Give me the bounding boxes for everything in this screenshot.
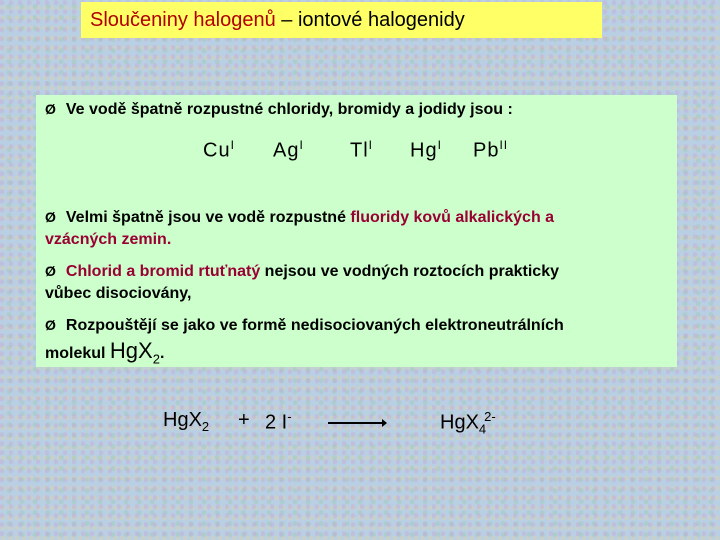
ion-hg: $Hg^I$ <box>410 138 442 162</box>
bullet-1-text: Ve vodě špatně rozpustné chloridy, bromidy a jodidy jsou : <box>65 101 513 118</box>
ion-ag: $Ag^I$ <box>273 138 304 162</box>
equation-reactant-iodide: 2 I- <box>265 409 292 434</box>
bullet-arrow-icon: Ø <box>45 101 56 117</box>
equation-product: HgX$_4^{2-}$ <box>440 409 496 437</box>
bullet-1 <box>45 98 513 121</box>
title-rest: – iontové halogenidy <box>275 9 465 31</box>
ion-cu: $Cu^I$ <box>203 138 235 162</box>
highlight-fluorides: fluoridy kovů alkalických a <box>350 209 555 226</box>
ion-pb: $Pb^{II}$ <box>473 138 509 162</box>
reaction-arrow-icon <box>328 422 385 424</box>
bullet-arrow-icon: Ø <box>45 209 56 225</box>
equation-plus: + <box>238 409 250 431</box>
bullet-arrow-icon: Ø <box>45 263 56 279</box>
title-highlight: Sloučeniny halogenů <box>90 9 276 31</box>
formula-hgx2: HgX$_2$ <box>109 338 160 367</box>
slide-title <box>81 2 602 38</box>
highlight-mercury-halides: Chlorid a bromid rtuťnatý <box>65 263 261 280</box>
highlight-rare-earths: vzácných zemin. <box>45 231 172 248</box>
bullet-4: Ø Rozpouštějí se jako ve formě nedisociovaných elektroneutrálních molekul HgX$_2$. <box>45 317 564 367</box>
bullet-arrow-icon: Ø <box>45 317 56 333</box>
equation-reactant-hgx2: HgX$_2$ <box>163 409 210 434</box>
bullet-3: Ø Chlorid a bromid rtuťnatý nejsou ve vodných roztocích prakticky vůbec disociovány, <box>45 263 559 302</box>
bullet-2: Ø Velmi špatně jsou ve vodě rozpustné fluoridy kovů alkalických a vzácných zemin. <box>45 209 555 248</box>
ion-tl: $Tl^I$ <box>350 138 374 162</box>
